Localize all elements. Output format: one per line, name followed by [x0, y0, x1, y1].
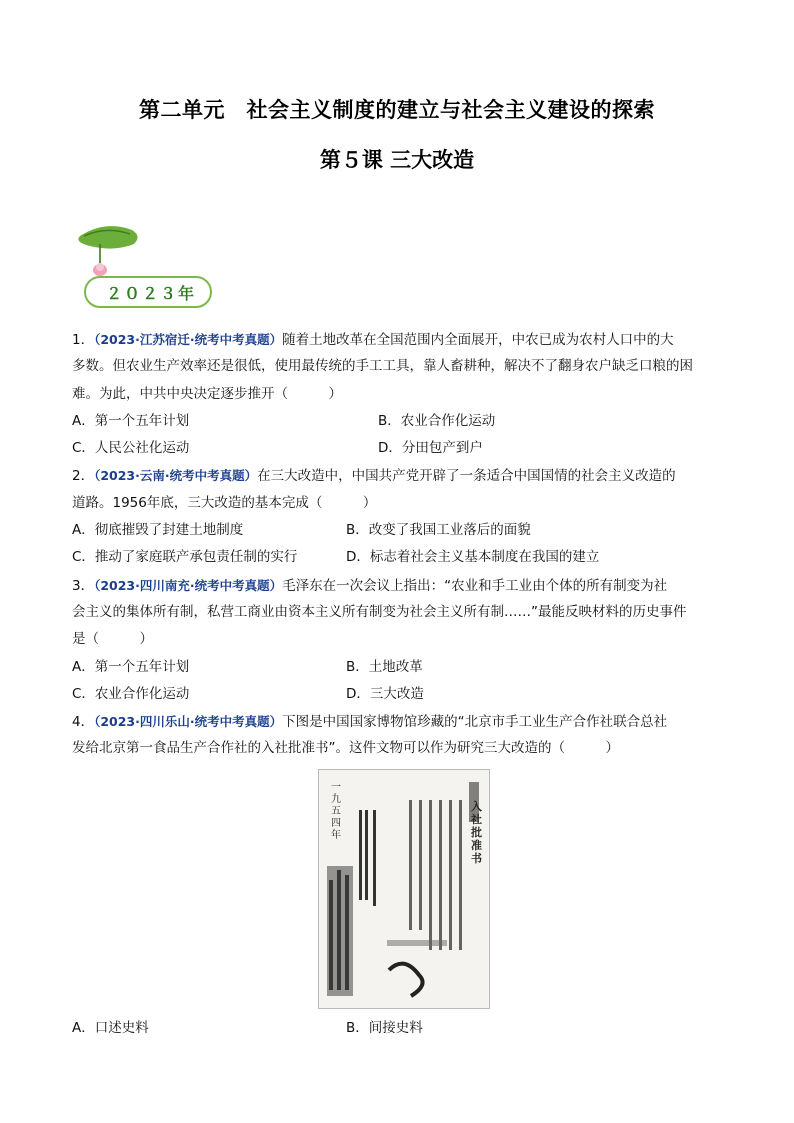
- option-a: A．第一个五年计划: [72, 412, 190, 429]
- question-4: [72, 708, 724, 1042]
- question-text: 是（ ）: [72, 631, 153, 648]
- question-text: 道路。1956年底，三大改造的基本完成（ ）: [72, 494, 377, 511]
- lotus-leaf-icon: [70, 222, 215, 282]
- option-c: C．人民公社化运动: [72, 440, 190, 457]
- admission-certificate-image: [318, 769, 490, 1009]
- question-number: 1．: [72, 332, 95, 348]
- question-source: （2023·四川南充·统考中考真题）: [94, 577, 283, 593]
- option-c: C．推动了家庭联产承包责任制的实行: [72, 549, 298, 566]
- option-b: B．土地改革: [346, 658, 423, 675]
- question-text: 难。为此，中共中央决定逐步推开（ ）: [72, 385, 342, 402]
- question-text: 发给北京第一食品生产合作社的入社批准书”。这件文物可以作为研究三大改造的（ ）: [72, 740, 619, 757]
- option-b: B．改变了我国工业落后的面貌: [346, 522, 531, 539]
- question-text: 下图是中国国家博物馆珍藏的“北京市手工业生产合作社联合总社: [282, 714, 668, 731]
- question-text: 会主义的集体所有制，私营工商业由资本主义所有制变为社会主义所有制……”最能反映材料的历史事件: [72, 603, 687, 620]
- lesson-title: 第５课 三大改造: [319, 148, 475, 172]
- question-source: （2023·四川乐山·统考中考真题）: [94, 714, 283, 730]
- figure-year: 一九五四年: [331, 781, 341, 841]
- option-a: A．口述史料: [72, 1019, 149, 1036]
- document-scan-graphic: [319, 770, 489, 1008]
- option-a: A．第一个五年计划: [72, 658, 190, 675]
- question-1: [72, 326, 724, 462]
- year-label: ２０２３年: [106, 284, 197, 303]
- year-badge: [70, 222, 215, 312]
- question-text: 在三大改造中，中国共产党开辟了一条适合中国国情的社会主义改造的: [257, 468, 676, 485]
- option-a: A．彻底摧毁了封建土地制度: [72, 522, 244, 539]
- question-source: （2023·江苏宿迁·统考中考真题）: [94, 332, 283, 347]
- question-text: 随着土地改革在全国范围内全面展开，中农已成为农村人口中的大: [282, 332, 674, 348]
- question-text: 多数。但农业生产效率还是很低，使用最传统的手工工具，靠人畜耕种，解决不了翻身农户缺乏口粮的困: [72, 358, 693, 375]
- question-3: [72, 572, 724, 708]
- unit-title: 第二单元 社会主义制度的建立与社会主义建设的探索: [139, 98, 655, 122]
- option-d: D．分田包产到户: [378, 440, 483, 457]
- question-number: 4．: [72, 714, 95, 731]
- option-c: C．农业合作化运动: [72, 685, 190, 702]
- question-source: （2023·云南·统考中考真题）: [94, 468, 258, 484]
- question-2: [72, 462, 724, 571]
- question-number: 2．: [72, 468, 95, 485]
- question-number: 3．: [72, 577, 95, 594]
- option-d: D．标志着社会主义基本制度在我国的建立: [346, 549, 600, 566]
- question-text: 毛泽东在一次会议上指出：“农业和手工业由个体的所有制变为社: [282, 577, 668, 594]
- option-d: D．三大改造: [346, 685, 424, 702]
- question-list: [72, 326, 724, 1042]
- option-b: B．农业合作化运动: [378, 412, 496, 429]
- option-b: B．间接史料: [346, 1019, 423, 1036]
- figure-title: 入社批准书: [471, 799, 482, 865]
